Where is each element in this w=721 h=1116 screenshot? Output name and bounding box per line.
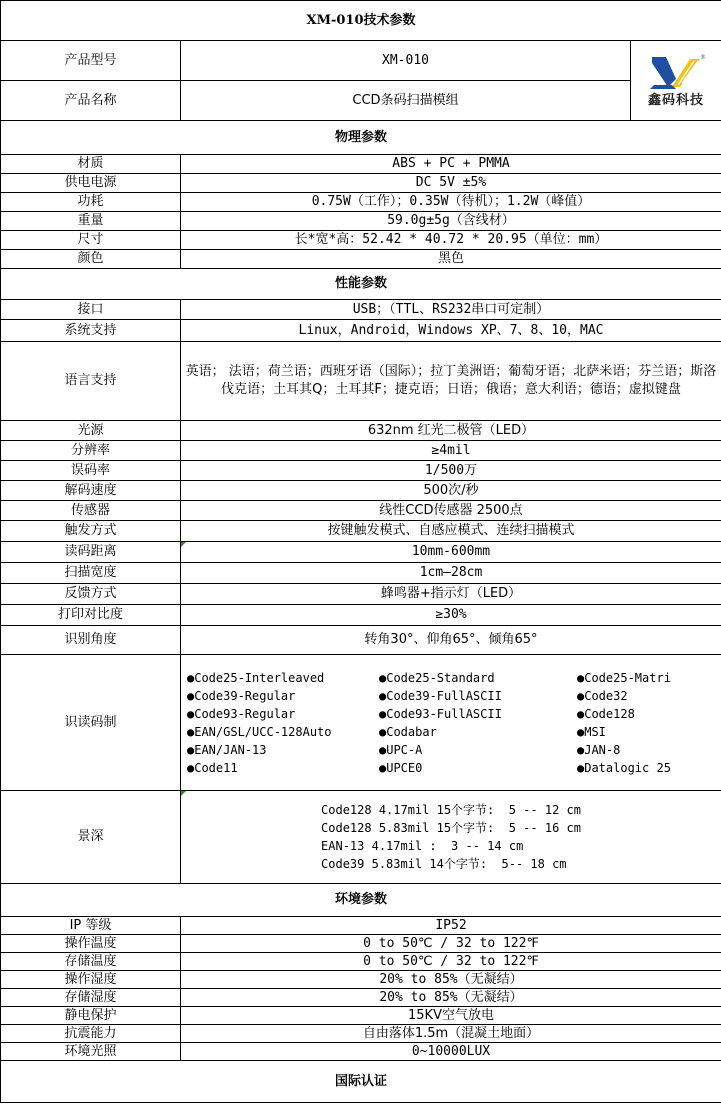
row-label: 静电保护 bbox=[1, 1007, 181, 1025]
row-label: 操作湿度 bbox=[1, 971, 181, 989]
angle-value: 转角30°、仰角65°、倾角65° bbox=[181, 626, 721, 655]
row-value: 15KV空气放电 bbox=[181, 1007, 721, 1025]
row-label: 颜色 bbox=[1, 250, 181, 269]
row-label: 传感器 bbox=[1, 501, 181, 521]
language-value: 英语； 法语；荷兰语；西班牙语（国际）；拉丁美洲语；葡萄牙语；北萨米语；芬兰语；斯洛伐克语；土耳其Q；土耳其F；捷克语；日语；俄语；意大利语；德语；虚拟键盘 bbox=[185, 364, 717, 397]
language-label: 语言支持 bbox=[1, 342, 181, 421]
row-label: 功耗 bbox=[1, 193, 181, 212]
symbology-item: ●EAN/GSL/UCC-128Auto bbox=[187, 724, 332, 739]
row-value: 线性CCD传感器 2500点 bbox=[181, 501, 721, 521]
symbology-item: ●Codabar bbox=[379, 724, 437, 739]
symbology-item: ●Code25-Matri bbox=[577, 670, 671, 685]
row-value: 20% to 85%（无凝结） bbox=[181, 971, 721, 989]
page-title: XM-010技术参数 bbox=[1, 1, 721, 41]
symbology-item: ●Code11 bbox=[187, 760, 238, 775]
row-label: 存储温度 bbox=[1, 953, 181, 971]
symbology-item: ●Code39-FullASCII bbox=[379, 688, 502, 703]
symbology-label: 识读码制 bbox=[1, 655, 181, 791]
dof-list bbox=[321, 801, 581, 873]
row-label: 触发方式 bbox=[1, 521, 181, 542]
row-label: 重量 bbox=[1, 212, 181, 231]
row-label: 解码速度 bbox=[1, 481, 181, 501]
row-value: 59.0g±5g（含线材） bbox=[181, 212, 721, 231]
model-label: 产品型号 bbox=[1, 41, 181, 81]
symbology-item: ●Code25-Standard bbox=[379, 670, 495, 685]
row-label: 读码距离 bbox=[1, 542, 181, 563]
row-label: IP 等级 bbox=[1, 917, 181, 935]
symbology-list bbox=[181, 669, 721, 777]
symbology-item: ●Code93-FullASCII bbox=[379, 706, 502, 721]
symbology-item: ●UPC-A bbox=[379, 742, 423, 757]
symbology-item: ●Code32 bbox=[577, 688, 628, 703]
cell-comment-marker bbox=[181, 791, 186, 796]
os-value: Linux，Android，Windows XP、7、8、10，MAC bbox=[181, 320, 721, 342]
row-value: 1cm—28cm bbox=[181, 563, 721, 584]
row-value: 10mm-600mm bbox=[411, 544, 491, 559]
row-value: 蜂鸣器+指示灯（LED） bbox=[181, 584, 721, 605]
symbology-item: ●Code128 bbox=[577, 706, 635, 721]
angle-label: 识别角度 bbox=[1, 626, 181, 655]
row-value: 按键触发模式、自感应模式、连续扫描模式 bbox=[181, 521, 721, 542]
symbology-item: ●Datalogic 25 bbox=[577, 760, 671, 775]
row-value: ≥30% bbox=[181, 605, 721, 626]
interface-label: 接口 bbox=[1, 300, 181, 320]
symbology-item: ●EAN/JAN-13 bbox=[187, 742, 267, 757]
row-value: 长*宽*高：52.42 * 40.72 * 20.95（单位：mm） bbox=[181, 231, 721, 250]
row-label: 扫描宽度 bbox=[1, 563, 181, 584]
row-value: ≥4mil bbox=[181, 441, 721, 461]
row-label: 光源 bbox=[1, 421, 181, 441]
row-value: DC 5V ±5% bbox=[181, 174, 721, 193]
symbology-item: ●UPCE0 bbox=[379, 760, 423, 775]
logo-icon bbox=[646, 53, 706, 91]
product-name-label: 产品名称 bbox=[1, 81, 181, 121]
row-label: 分辨率 bbox=[1, 441, 181, 461]
row-value: 0 to 50℃ / 32 to 122℉ bbox=[181, 935, 721, 953]
symbology-item: ●Code39-Regular bbox=[187, 688, 296, 703]
row-value: 1/500万 bbox=[181, 461, 721, 481]
row-label: 尺寸 bbox=[1, 231, 181, 250]
interface-value: USB；（TTL、RS232串口可定制） bbox=[181, 300, 721, 320]
row-label: 存储湿度 bbox=[1, 989, 181, 1007]
row-value: 0~10000LUX bbox=[181, 1043, 721, 1061]
section-certification: 国际认证 bbox=[1, 1061, 721, 1103]
section-performance: 性能参数 bbox=[1, 269, 721, 300]
row-value: 0.75W（工作）；0.35W（待机）；1.2W（峰值） bbox=[181, 193, 721, 212]
dof-line: Code39 5.83mil 14个字节: 5-- 18 cm bbox=[321, 857, 567, 871]
os-label: 系统支持 bbox=[1, 320, 181, 342]
row-label: 反馈方式 bbox=[1, 584, 181, 605]
row-label: 抗震能力 bbox=[1, 1025, 181, 1043]
symbology-item: ●Code25-Interleaved bbox=[187, 670, 325, 685]
section-environment: 环境参数 bbox=[1, 884, 721, 917]
dof-line: Code128 5.83mil 15个字节: 5 -- 16 cm bbox=[321, 821, 581, 835]
company-logo bbox=[631, 41, 721, 121]
row-value: 632nm 红光二极管（LED） bbox=[181, 421, 721, 441]
row-value: 20% to 85%（无凝结） bbox=[181, 989, 721, 1007]
section-physical: 物理参数 bbox=[1, 121, 721, 155]
row-label: 材质 bbox=[1, 155, 181, 174]
row-value: 500次/秒 bbox=[181, 481, 721, 501]
dof-line: EAN-13 4.17mil : 3 -- 14 cm bbox=[321, 839, 524, 853]
row-value: 0 to 50℃ / 32 to 122℉ bbox=[181, 953, 721, 971]
row-value: 自由落体1.5m（混凝土地面） bbox=[181, 1025, 721, 1043]
symbology-item: ●MSI bbox=[577, 724, 606, 739]
row-label: 环境光照 bbox=[1, 1043, 181, 1061]
logo-text: 鑫码科技 bbox=[647, 92, 704, 108]
row-value: 黑色 bbox=[181, 250, 721, 269]
row-label: 误码率 bbox=[1, 461, 181, 481]
row-value: ABS + PC + PMMA bbox=[181, 155, 721, 174]
product-name-value: CCD条码扫描模组 bbox=[181, 81, 631, 121]
symbology-item: ●JAN-8 bbox=[577, 742, 621, 757]
row-label: 操作温度 bbox=[1, 935, 181, 953]
model-value: XM-010 bbox=[181, 41, 631, 81]
dof-label: 景深 bbox=[1, 791, 181, 884]
symbology-item: ●Code93-Regular bbox=[187, 706, 296, 721]
dof-line: Code128 4.17mil 15个字节: 5 -- 12 cm bbox=[321, 803, 581, 817]
row-label: 供电电源 bbox=[1, 174, 181, 193]
row-value: IP52 bbox=[181, 917, 721, 935]
row-label: 打印对比度 bbox=[1, 605, 181, 626]
cell-comment-marker bbox=[181, 542, 186, 547]
registered-mark: ® bbox=[700, 53, 706, 61]
